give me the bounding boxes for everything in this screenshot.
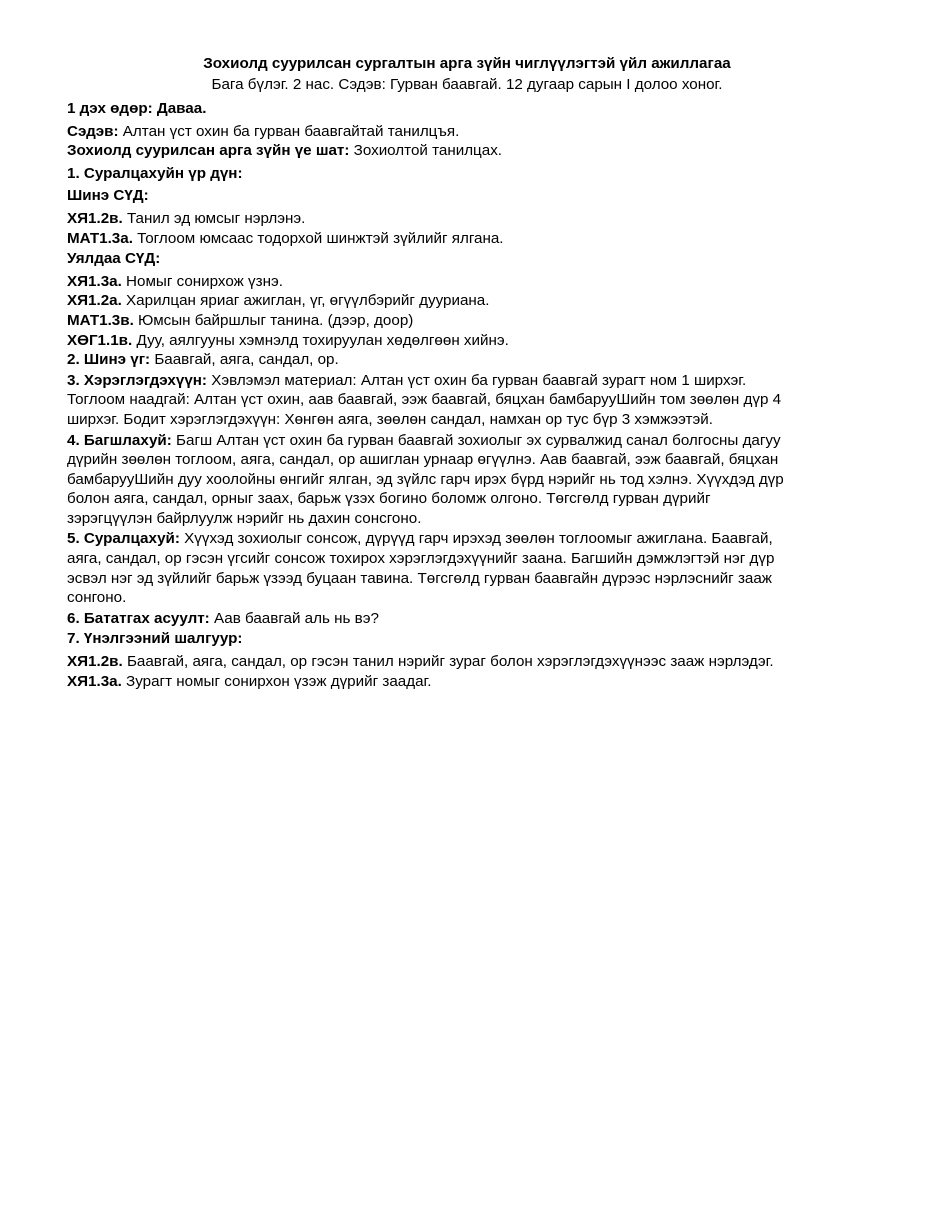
outcome-code: МАТ1.3в. <box>67 311 134 329</box>
outcome-code: ХЯ1.2а. <box>67 292 122 310</box>
new-outcomes-heading: Шинэ СҮД: <box>67 187 149 205</box>
outcome-text: Дуу, аялгууны хэмнэлд тохируулан хөдөлгөөн хийнэ. <box>132 331 509 349</box>
outcome-code: ХӨГ1.1в. <box>67 331 133 349</box>
outcomes-heading: 1. Суралцахуйн үр дүн: <box>67 164 243 182</box>
criteria-code: ХЯ1.2в. <box>67 653 123 671</box>
document-subtitle: Бага бүлэг. 2 нас. Сэдэв: Гурван баавгай. 12 дугаар сарын I долоо хоног. <box>211 76 723 93</box>
outcome-code: МАТ1.3а. <box>67 229 133 247</box>
related-outcome-item <box>67 331 867 351</box>
learning-label: 5. Суралцахуй: <box>67 530 180 548</box>
document-page <box>67 54 867 691</box>
teaching-section <box>67 431 867 529</box>
method-stage-line <box>67 141 867 161</box>
reinforce-text: Аав баавгай аль нь вэ? <box>209 609 379 627</box>
teaching-line: дүрийн зөөлөн тоглоом, аяга, сандал, ор ашиглан урнаар өгүүлнэ. Аав баавгай, ээж баавгай, бяцхан <box>67 451 779 469</box>
learning-section <box>67 529 867 607</box>
outcome-text: Юмсын байршлыг танина. (дээр, доор) <box>133 311 414 329</box>
topic-text: Алтан үст охин ба гурван баавгайтай танилцъя. <box>118 122 460 140</box>
materials-line: Тоглоом наадгай: Алтан үст охин, аав баавгай, ээж баавгай, бяцхан бамбарууШийн том зөөлөн дүр 4 <box>67 391 782 409</box>
method-stage-text: Зохиолтой танилцах. <box>349 142 503 160</box>
related-outcome-item <box>67 311 867 331</box>
learning-line: сонгоно. <box>67 589 127 607</box>
materials-line <box>67 371 867 391</box>
teaching-line <box>67 431 867 451</box>
related-outcome-item <box>67 272 867 292</box>
teaching-text: Багш Алтан үст охин ба гурван баавгай зохиолыг эх сурвалжид санал болгосны дагуу <box>171 431 781 449</box>
learning-text: Хүүхэд зохиолыг сонсож, дүрүүд гарч ирэхэд зөөлөн тоглоомыг ажиглана. Баавгай, <box>179 530 773 548</box>
reinforce-question-line <box>67 609 867 629</box>
learning-line <box>67 529 867 549</box>
new-words-text: Баавгай, аяга, сандал, ор. <box>150 351 339 369</box>
outcome-text: Тоглоом юмсаас тодорхой шинжтэй зүйлийг ялгана. <box>132 229 504 247</box>
teaching-label: 4. Багшлахуй: <box>67 431 172 449</box>
document-title: Зохиолд суурилсан сургалтын арга зүйн чиглүүлэгтэй үйл ажиллагаа <box>203 55 731 72</box>
outcome-text: Номыг сонирхож үзнэ. <box>121 272 283 290</box>
outcome-text: Танил эд юмсыг нэрлэнэ. <box>122 209 306 227</box>
related-outcomes-heading: Уялдаа СҮД: <box>67 250 161 268</box>
method-stage-label: Зохиолд суурилсан арга зүйн үе шат: <box>67 142 350 160</box>
new-words-label: 2. Шинэ үг: <box>67 351 151 369</box>
outcome-code: ХЯ1.2в. <box>67 209 123 227</box>
outcome-code: ХЯ1.3а. <box>67 272 122 290</box>
outcome-text: Харилцан яриаг ажиглан, үг, өгүүлбэрийг дууриана. <box>121 292 490 310</box>
criteria-heading: 7. Үнэлгээний шалгуур: <box>67 630 243 648</box>
materials-line: ширхэг. Бодит хэрэглэгдэхүүн: Хөнгөн аяга, зөөлөн сандал, намхан ор тус бүр 3 хэмжээтэй. <box>67 410 713 428</box>
criteria-text: Баавгай, аяга, сандал, ор гэсэн танил нэрийг зураг болон хэрэглэгдэхүүнээс зааж нэрлэдэг. <box>122 653 774 671</box>
criteria-item <box>67 672 867 692</box>
teaching-line: бамбарууШийн дуу хоолойны өнгийг ялган, эд зүйлс гарч ирэх бүрд нэрийг нь тод хэлнэ. Хүүхдэд дүр <box>67 470 784 488</box>
new-words-line <box>67 350 867 370</box>
teaching-line: зэрэгцүүлэн байрлуулж нэрийг нь дахин сонсгоно. <box>67 509 422 527</box>
new-outcome-item <box>67 229 867 249</box>
materials-label: 3. Хэрэглэгдэхүүн: <box>67 371 207 389</box>
related-outcome-item <box>67 291 867 311</box>
criteria-item <box>67 652 867 672</box>
topic-line <box>67 122 867 142</box>
topic-label: Сэдэв: <box>67 122 119 140</box>
new-outcome-item <box>67 209 867 229</box>
materials-text: Хэвлэмэл материал: Алтан үст охин ба гурван баавгай зурагт ном 1 ширхэг. <box>207 371 747 389</box>
teaching-line: болон аяга, сандал, орныг заах, барьж үзэх богино боломж олгоно. Төгсгөлд гурван дүрийг <box>67 490 711 508</box>
reinforce-label: 6. Бататгах асуулт: <box>67 609 210 627</box>
materials-section <box>67 371 867 430</box>
criteria-code: ХЯ1.3а. <box>67 672 122 690</box>
learning-line: эсвэл нэг эд зүйлийг барьж үзээд буцаан тавина. Төгсгөлд гурван баавгайн дүрээс нэрлэснийг зааж <box>67 569 772 587</box>
learning-line: аяга, сандал, ор гэсэн үгсийг сонсож тохирох хэрэглэгдэхүүнийг заана. Багшийн дэмжлэгтэй нэг дүр <box>67 550 775 568</box>
criteria-text: Зурагт номыг сонирхон үзэж дүрийг заадаг. <box>121 672 432 690</box>
day-heading: 1 дэх өдөр: Даваа. <box>67 100 207 117</box>
